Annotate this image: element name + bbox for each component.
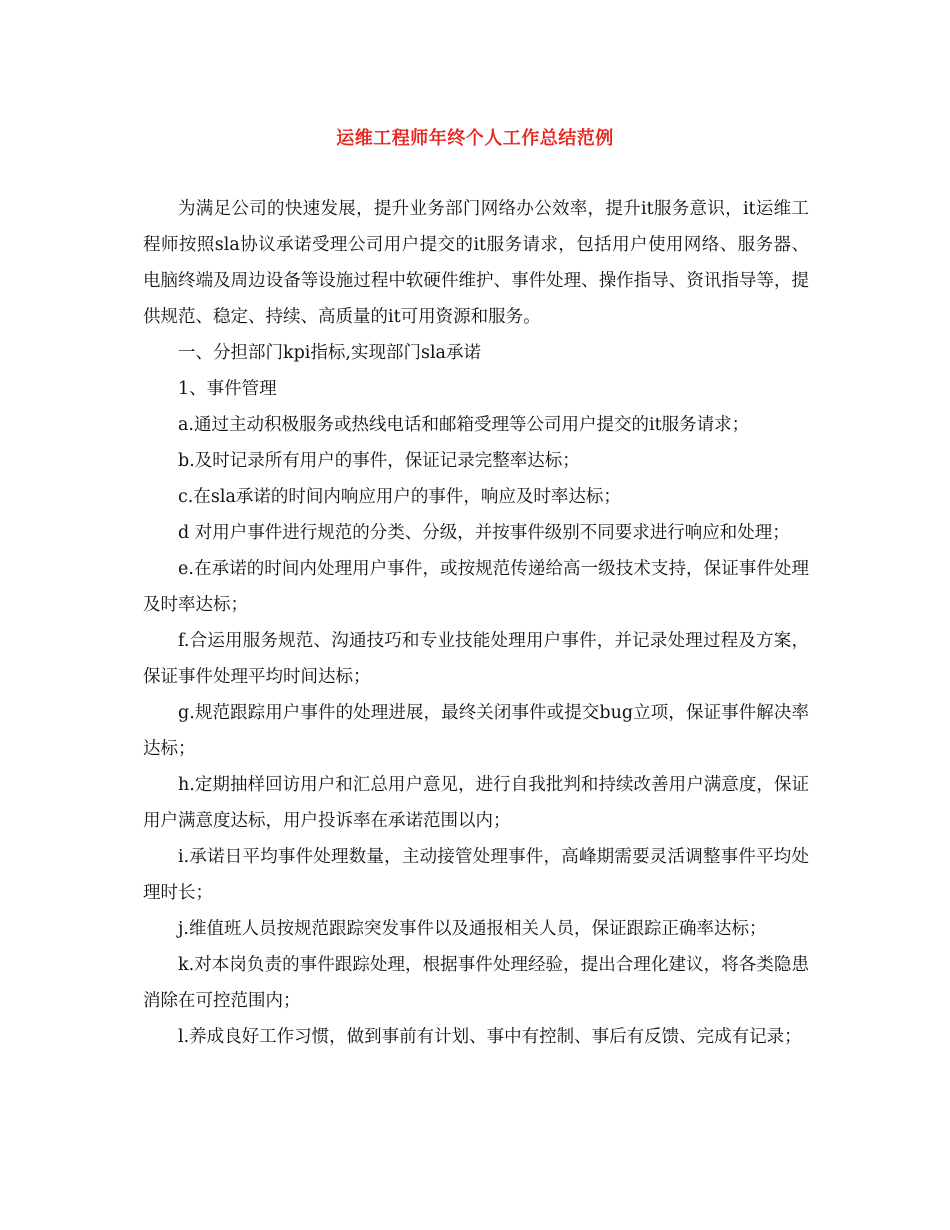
subsection-heading: 1、事件管理 bbox=[178, 379, 277, 399]
list-item: g.规范跟踪用户事件的处理进展，最终关闭事件或提交bug立项，保证事件解决率达标； bbox=[143, 703, 809, 759]
list-item: f.合运用服务规范、沟通技巧和专业技能处理用户事件，并记录处理过程及方案，保证事件处理平均时间达标； bbox=[143, 631, 809, 687]
list-item: c.在sla承诺的时间内响应用户的事件，响应及时率达标； bbox=[178, 487, 621, 507]
list-item: j.维值班人员按规范跟踪突发事件以及通报相关人员，保证跟踪正确率达标； bbox=[178, 919, 767, 939]
list-item: b.及时记录所有用户的事件，保证记录完整率达标； bbox=[178, 451, 580, 471]
list-item: d 对用户事件进行规范的分类、分级，并按事件级别不同要求进行响应和处理； bbox=[178, 523, 790, 543]
document-title: 运维工程师年终个人工作总结范例 bbox=[336, 128, 614, 149]
list-item: e.在承诺的时间内处理用户事件，或按规范传递给高一级技术支持，保证事件处理及时率达标； bbox=[143, 559, 809, 615]
list-item: k.对本岗负责的事件跟踪处理，根据事件处理经验，提出合理化建议，将各类隐患消除在可控范围内； bbox=[143, 955, 809, 1011]
list-item: i.承诺日平均事件处理数量，主动接管处理事件，高峰期需要灵活调整事件平均处理时长； bbox=[143, 847, 809, 903]
list-item: l.养成良好工作习惯，做到事前有计划、事中有控制、事后有反馈、完成有记录； bbox=[178, 1027, 802, 1047]
document-body bbox=[143, 191, 809, 1055]
section-heading: 一、分担部门kpi指标,实现部门sla承诺 bbox=[178, 343, 481, 363]
list-item: a.通过主动积极服务或热线电话和邮箱受理等公司用户提交的it服务请求； bbox=[178, 415, 750, 435]
paragraph-intro: 为满足公司的快速发展，提升业务部门网络办公效率，提升it服务意识，it运维工程师按照sla协议承诺受理公司用户提交的it服务请求，包括用户使用网络、服务器、电脑终端及周边设备等设施过程中软硬件维护、事件处理、操作指导、资讯指导等，提供规范、稳定、持续、高质量的it可用资源和服务。 bbox=[143, 199, 809, 327]
list-item: h.定期抽样回访用户和汇总用户意见，进行自我批判和持续改善用户满意度，保证用户满意度达标，用户投诉率在承诺范围以内； bbox=[143, 775, 809, 831]
